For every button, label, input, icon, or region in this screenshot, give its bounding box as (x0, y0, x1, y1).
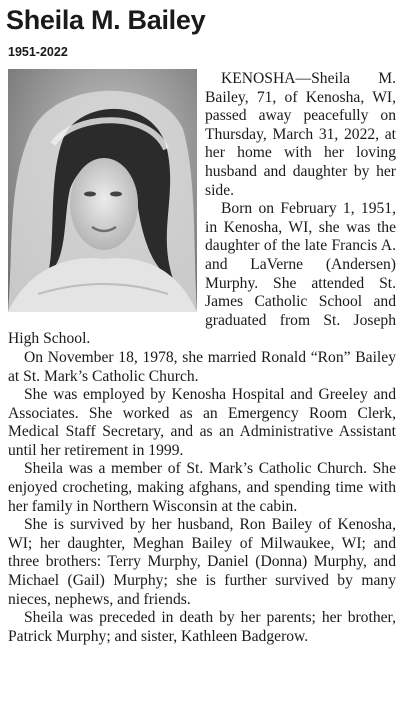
obituary-paragraph: She is survived by her husband, Ron Bailey of Kenosha, WI; her daughter, Meghan Bailey of Milwaukee, WI; and three brothers: Terry Murphy, Daniel (Donna) Murphy, and Michael (Gail) Murphy; she is further survived by many nieces, nephews, and friends. (8, 516, 396, 608)
photo-spacer (8, 70, 201, 313)
life-dates: 1951-2022 (8, 45, 68, 59)
obituary-paragraph: Sheila was a member of St. Mark’s Catholic Church. She enjoyed crocheting, making afghans, and spending time with her family in Northern Wisconsin at the cabin. (8, 460, 396, 515)
obituary-paragraph: She was employed by Kenosha Hospital and Greeley and Associates. She worked as an Emergency Room Clerk, Medical Staff Secretary, and as an Administrative Assistant until her retirement in 1999. (8, 386, 396, 459)
obituary-paragraph: KENOSHA—Sheila M. Bailey, 71, of Kenosha, WI, passed away peacefully on Thursday, March 31, 2022, at her home with her loving husband and daughter by her side. (205, 70, 396, 199)
obituary-paragraph: Sheila was preceded in death by her parents; her brother, Patrick Murphy; and sister, Kathleen Badgerow. (8, 609, 396, 645)
obituary-name: Sheila M. Bailey (6, 5, 206, 35)
obituary-body (8, 70, 396, 646)
obituary-paragraph: On November 18, 1978, she married Ronald “Ron” Bailey at St. Mark’s Catholic Church. (8, 348, 396, 385)
obituary-paragraph: Born on February 1, 1951, in Kenosha, WI, she was the daughter of the late Francis A. and LaVerne (Andersen) Murphy. She attended St. James Catholic School and graduated from St. Joseph High School. (8, 200, 396, 348)
